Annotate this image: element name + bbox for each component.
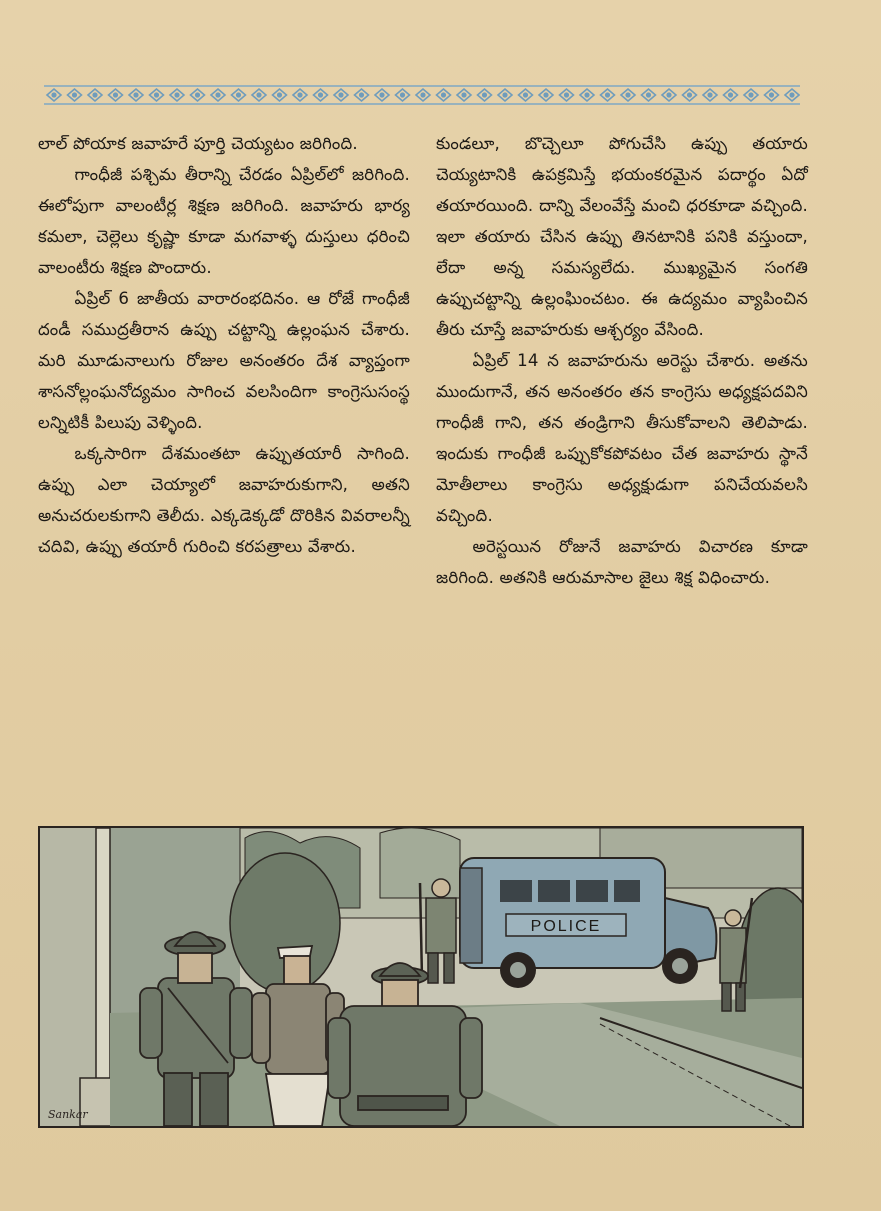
column-left bbox=[38, 128, 410, 808]
border-dot bbox=[749, 93, 753, 97]
border-dot bbox=[52, 93, 56, 97]
border-dot bbox=[442, 93, 446, 97]
border-dot bbox=[770, 93, 774, 97]
border-dot bbox=[565, 93, 569, 97]
border-dot bbox=[134, 93, 138, 97]
border-dot bbox=[298, 93, 302, 97]
border-dot bbox=[216, 93, 220, 97]
border-dot bbox=[790, 93, 794, 97]
paragraph: కుండలూ, బొచ్చెలూ పోగుచేసి ఉప్పు తయారు చెయ్యటానికి ఉపక్రమిస్తే భయంకరమైన పదార్థం ఏదో తయారయింది. దాన్ని వేలంవేస్తే మంచి ధరకూడా వచ్చింది. ఇలా తయారు చేసిన ఉప్పు తినటానికి పనికి వస్తుందా, లేదా అన్న సమస్యలేదు. ముఖ్యమైన సంగతి ఉప్పుచట్టాన్ని ఉల్లంఘించటం. ఈ ఉద్యమం వ్యాపించిన తీరు చూస్తే జవాహరుకు ఆశ్చర్యం వేసింది. bbox=[436, 134, 808, 339]
border-dot bbox=[544, 93, 548, 97]
van-label: POLICE bbox=[530, 918, 602, 935]
border-dot bbox=[503, 93, 507, 97]
artist-signature: Sankar bbox=[48, 1108, 88, 1121]
border-dot bbox=[421, 93, 425, 97]
paragraph: ఏప్రిల్ 14 న జవాహరును అరెస్టు చేశారు. అతను ముందుగానే, తన అనంతరం తన కాంగ్రెసు అధ్యక్షపదవిని గాంధీజీ గాని, తన తండ్రిగాని తీసుకోవాలని తెలిపాడు. ఇందుకు గాంధీజీ ఒప్పుకోకపోవటం చేత జవాహరు స్థానే మోతీలాలు కాంగ్రెసు అధ్యక్షుడుగా పనిచేయవలసి వచ్చింది. bbox=[436, 351, 808, 525]
border-dot bbox=[729, 93, 733, 97]
arrest-illustration bbox=[38, 826, 804, 1128]
paragraph: అరెస్టయిన రోజునే జవాహరు విచారణ కూడా జరిగింది. అతనికి ఆరుమాసాల జైలు శిక్ష విధించారు. bbox=[436, 537, 808, 587]
border-dot bbox=[155, 93, 159, 97]
border-dot bbox=[647, 93, 651, 97]
border-dot bbox=[626, 93, 630, 97]
paragraph: ఏప్రిల్ 6 జాతీయ వారారంభదినం. ఆ రోజే గాంధీజీ దండీ సముద్రతీరాన ఉప్పు చట్టాన్ని ఉల్లంఘన చేశారు. మరి మూడునాలుగు రోజుల అనంతరం దేశ వ్యాప్తంగా శాసనోల్లంఘనోద్యమం సాగించ వలసిందిగా కాంగ్రెసుసంస్థ లన్నిటికీ పిలుపు వెళ్ళింది. bbox=[38, 289, 410, 432]
border-dot bbox=[708, 93, 712, 97]
paragraph: గాంధీజీ పశ్చిమ తీరాన్ని చేరడం ఏప్రిల్‌లో జరిగింది. ఈలోపుగా వాలంటీర్ల శిక్షణ జరిగింది. జవాహరు భార్య కమలా, చెల్లెలు కృష్ణా కూడా మగవాళ్ళ దుస్తులు ధరించి వాలంటీరు శిక్షణ పొందారు. bbox=[38, 165, 410, 277]
border-dot bbox=[585, 93, 589, 97]
border-dot bbox=[688, 93, 692, 97]
border-dot bbox=[524, 93, 528, 97]
illustration-scene bbox=[40, 828, 802, 1126]
border-dot bbox=[360, 93, 364, 97]
column-right bbox=[436, 128, 808, 808]
border-dot bbox=[196, 93, 200, 97]
border-dot bbox=[257, 93, 261, 97]
border-dot bbox=[606, 93, 610, 97]
border-dot bbox=[401, 93, 405, 97]
paragraph: ఒక్కసారిగా దేశమంతటా ఉప్పుతయారీ సాగింది. ఉప్పు ఎలా చెయ్యాలో జవాహరుకుగాని, అతని అనుచరులకుగాని తెలీదు. ఎక్కడెక్కడో దొరికిన వివరాలన్నీ చదివి, ఉప్పు తయారీ గురించి కరపత్రాలు వేశారు. bbox=[38, 444, 410, 556]
paragraph: లాల్ పోయాక జవాహరే పూర్తి చెయ్యటం జరిగింది. bbox=[38, 134, 358, 153]
border-dot bbox=[114, 93, 118, 97]
border-dot bbox=[483, 93, 487, 97]
border-dot bbox=[380, 93, 384, 97]
border-dot bbox=[237, 93, 241, 97]
decorative-border bbox=[44, 84, 800, 106]
border-dot bbox=[278, 93, 282, 97]
border-dot bbox=[339, 93, 343, 97]
border-dot bbox=[175, 93, 179, 97]
border-dot bbox=[667, 93, 671, 97]
text-columns bbox=[38, 128, 808, 808]
border-dot bbox=[93, 93, 97, 97]
border-dot bbox=[462, 93, 466, 97]
border-dot bbox=[73, 93, 77, 97]
border-dot bbox=[319, 93, 323, 97]
